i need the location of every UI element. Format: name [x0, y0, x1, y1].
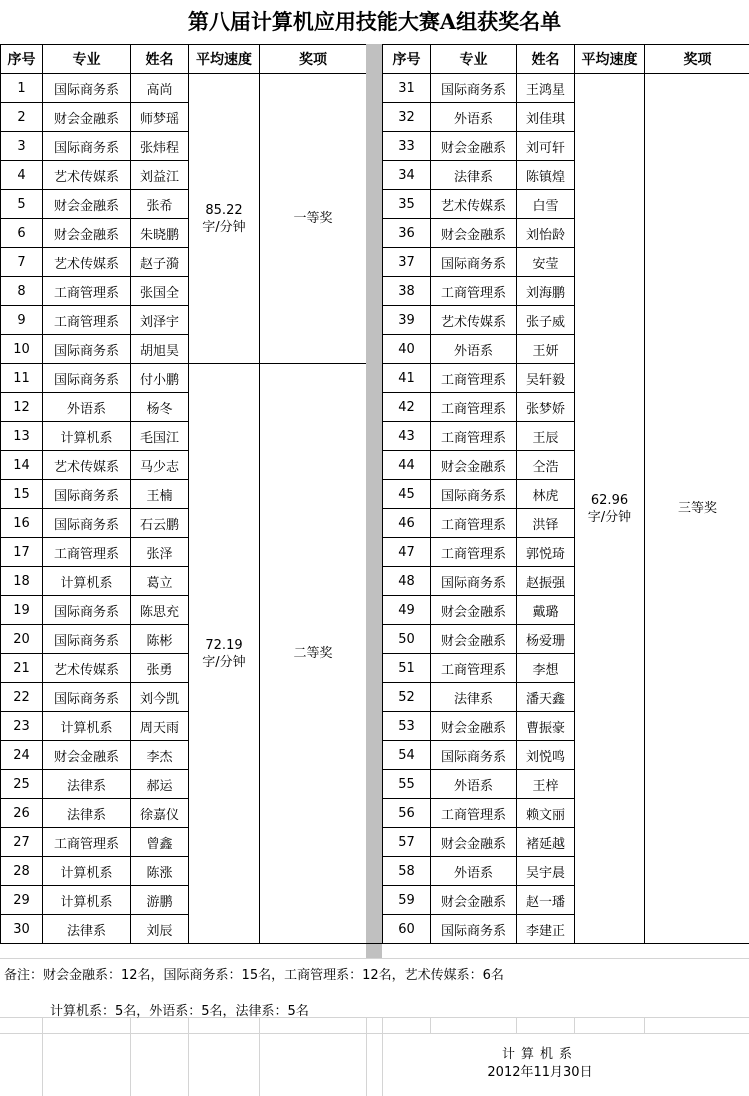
seq-cell: 4 — [1, 161, 43, 190]
seq-cell: 17 — [1, 538, 43, 567]
major-cell: 国际商务系 — [43, 596, 131, 625]
header-award: 奖项 — [260, 45, 367, 74]
name-cell: 张泽 — [131, 538, 189, 567]
award-cell — [260, 364, 367, 944]
speed-cell — [189, 364, 260, 944]
major-cell: 国际商务系 — [43, 625, 131, 654]
name-cell: 褚延越 — [517, 828, 575, 857]
seq-cell: 48 — [383, 567, 431, 596]
name-cell: 李杰 — [131, 741, 189, 770]
name-cell: 王楠 — [131, 480, 189, 509]
name-cell: 马少志 — [131, 451, 189, 480]
table-row — [1, 364, 367, 393]
seq-cell: 26 — [1, 799, 43, 828]
name-cell: 王梓 — [517, 770, 575, 799]
seq-cell: 21 — [1, 654, 43, 683]
seq-cell: 16 — [1, 509, 43, 538]
seq-cell: 19 — [1, 596, 43, 625]
name-cell: 刘可轩 — [517, 132, 575, 161]
name-cell: 刘今凯 — [131, 683, 189, 712]
major-cell: 国际商务系 — [43, 509, 131, 538]
name-cell: 付小鹏 — [131, 364, 189, 393]
header-award: 奖项 — [645, 45, 749, 74]
speed-value: 85.22 — [205, 202, 243, 218]
seq-cell: 23 — [1, 712, 43, 741]
major-cell: 国际商务系 — [43, 335, 131, 364]
seq-cell: 5 — [1, 190, 43, 219]
gridline — [42, 1017, 43, 1096]
seq-cell: 45 — [383, 480, 431, 509]
major-cell: 国际商务系 — [43, 683, 131, 712]
seq-cell: 50 — [383, 625, 431, 654]
name-cell: 安莹 — [517, 248, 575, 277]
seq-cell: 51 — [383, 654, 431, 683]
name-cell: 仝浩 — [517, 451, 575, 480]
seq-cell: 22 — [1, 683, 43, 712]
gridline — [0, 1033, 749, 1034]
major-cell: 财会金融系 — [431, 596, 517, 625]
name-cell: 曾鑫 — [131, 828, 189, 857]
table-row — [383, 74, 749, 103]
name-cell: 洪铎 — [517, 509, 575, 538]
major-cell: 国际商务系 — [431, 74, 517, 103]
major-cell: 艺术传媒系 — [431, 306, 517, 335]
gridline — [382, 1017, 383, 1096]
table-row — [1, 74, 367, 103]
seq-cell: 9 — [1, 306, 43, 335]
major-cell: 外语系 — [43, 393, 131, 422]
major-cell: 计算机系 — [43, 886, 131, 915]
seq-cell: 31 — [383, 74, 431, 103]
major-cell: 财会金融系 — [431, 451, 517, 480]
header-major: 专业 — [431, 45, 517, 74]
name-cell: 赵子漪 — [131, 248, 189, 277]
major-cell: 财会金融系 — [431, 886, 517, 915]
name-cell: 张梦娇 — [517, 393, 575, 422]
major-cell: 工商管理系 — [431, 277, 517, 306]
award-label: 三等奖 — [677, 501, 717, 516]
name-cell: 王辰 — [517, 422, 575, 451]
speed-value: 62.96 — [590, 492, 629, 508]
major-cell: 计算机系 — [43, 567, 131, 596]
seq-cell: 32 — [383, 103, 431, 132]
seq-cell: 49 — [383, 596, 431, 625]
major-cell: 艺术传媒系 — [43, 161, 131, 190]
major-cell: 国际商务系 — [431, 480, 517, 509]
gridline — [366, 1017, 367, 1096]
major-cell: 计算机系 — [43, 857, 131, 886]
seq-cell: 58 — [383, 857, 431, 886]
major-cell: 计算机系 — [43, 422, 131, 451]
seq-cell: 29 — [1, 886, 43, 915]
header-name: 姓名 — [131, 45, 189, 74]
award-label: 二等奖 — [293, 646, 333, 661]
footer-department: 计算机系 — [501, 1047, 578, 1062]
major-cell: 财会金融系 — [43, 190, 131, 219]
seq-cell: 56 — [383, 799, 431, 828]
seq-cell: 11 — [1, 364, 43, 393]
seq-cell: 10 — [1, 335, 43, 364]
seq-cell: 20 — [1, 625, 43, 654]
seq-cell: 55 — [383, 770, 431, 799]
name-cell: 胡旭昊 — [131, 335, 189, 364]
header-speed: 平均速度 — [189, 45, 260, 74]
name-cell: 张子威 — [517, 306, 575, 335]
major-cell: 法律系 — [43, 799, 131, 828]
speed-cell — [189, 74, 260, 364]
major-cell: 财会金融系 — [431, 132, 517, 161]
seq-cell: 18 — [1, 567, 43, 596]
award-label: 一等奖 — [293, 211, 333, 226]
seq-cell: 38 — [383, 277, 431, 306]
major-cell: 工商管理系 — [431, 509, 517, 538]
seq-cell: 54 — [383, 741, 431, 770]
header-row — [1, 45, 367, 74]
major-cell: 工商管理系 — [431, 364, 517, 393]
major-cell: 财会金融系 — [43, 103, 131, 132]
major-cell: 国际商务系 — [43, 74, 131, 103]
seq-cell: 41 — [383, 364, 431, 393]
award-cell — [645, 74, 749, 944]
award-cell — [260, 74, 367, 364]
name-cell: 刘海鹏 — [517, 277, 575, 306]
name-cell: 刘益江 — [131, 161, 189, 190]
seq-cell: 57 — [383, 828, 431, 857]
header-major: 专业 — [43, 45, 131, 74]
seq-cell: 24 — [1, 741, 43, 770]
seq-cell: 7 — [1, 248, 43, 277]
page-title: 第八届计算机应用技能大赛A组获奖名单 — [187, 9, 562, 34]
seq-cell: 1 — [1, 74, 43, 103]
name-cell: 郭悦琦 — [517, 538, 575, 567]
right-award-table — [382, 44, 749, 944]
name-cell: 张国全 — [131, 277, 189, 306]
seq-cell: 37 — [383, 248, 431, 277]
major-cell: 国际商务系 — [431, 915, 517, 944]
name-cell: 刘佳琪 — [517, 103, 575, 132]
header-seq: 序号 — [383, 45, 431, 74]
name-cell: 赖文丽 — [517, 799, 575, 828]
name-cell: 吴宇晨 — [517, 857, 575, 886]
major-cell: 财会金融系 — [431, 828, 517, 857]
name-cell: 林虎 — [517, 480, 575, 509]
seq-cell: 40 — [383, 335, 431, 364]
seq-cell: 46 — [383, 509, 431, 538]
seq-cell: 25 — [1, 770, 43, 799]
name-cell: 毛国江 — [131, 422, 189, 451]
major-cell: 工商管理系 — [431, 654, 517, 683]
name-cell: 曹振豪 — [517, 712, 575, 741]
seq-cell: 60 — [383, 915, 431, 944]
seq-cell: 34 — [383, 161, 431, 190]
major-cell: 法律系 — [43, 915, 131, 944]
major-cell: 财会金融系 — [43, 219, 131, 248]
major-cell: 财会金融系 — [431, 712, 517, 741]
seq-cell: 15 — [1, 480, 43, 509]
speed-unit: 字/分钟 — [587, 509, 632, 525]
gridline — [259, 1017, 260, 1096]
major-cell: 工商管理系 — [431, 538, 517, 567]
header-row — [383, 45, 749, 74]
name-cell: 王妍 — [517, 335, 575, 364]
major-cell: 国际商务系 — [43, 364, 131, 393]
name-cell: 杨冬 — [131, 393, 189, 422]
name-cell: 葛立 — [131, 567, 189, 596]
name-cell: 陈镇煌 — [517, 161, 575, 190]
major-cell: 财会金融系 — [431, 625, 517, 654]
table-divider — [366, 44, 382, 959]
seq-cell: 28 — [1, 857, 43, 886]
name-cell: 张炜程 — [131, 132, 189, 161]
major-cell: 外语系 — [431, 103, 517, 132]
major-cell: 艺术传媒系 — [43, 248, 131, 277]
speed-unit: 字/分钟 — [202, 219, 246, 235]
seq-cell: 35 — [383, 190, 431, 219]
seq-cell: 33 — [383, 132, 431, 161]
major-cell: 工商管理系 — [43, 828, 131, 857]
note-line-1: 备注：财会金融系：12名，国际商务系：15名，工商管理系：12名，艺术传媒系：6名 — [4, 968, 504, 983]
major-cell: 工商管理系 — [43, 306, 131, 335]
name-cell: 潘天鑫 — [517, 683, 575, 712]
name-cell: 陈思充 — [131, 596, 189, 625]
major-cell: 外语系 — [431, 335, 517, 364]
name-cell: 刘悦鸣 — [517, 741, 575, 770]
major-cell: 计算机系 — [43, 712, 131, 741]
name-cell: 高尚 — [131, 74, 189, 103]
major-cell: 艺术传媒系 — [43, 451, 131, 480]
major-cell: 艺术传媒系 — [43, 654, 131, 683]
name-cell: 刘辰 — [131, 915, 189, 944]
seq-cell: 30 — [1, 915, 43, 944]
major-cell: 法律系 — [431, 683, 517, 712]
gridline — [430, 1017, 431, 1033]
seq-cell: 39 — [383, 306, 431, 335]
table-bottom-line — [0, 943, 749, 944]
name-cell: 周天雨 — [131, 712, 189, 741]
major-cell: 工商管理系 — [43, 277, 131, 306]
seq-cell: 36 — [383, 219, 431, 248]
major-cell: 法律系 — [43, 770, 131, 799]
name-cell: 王鸿星 — [517, 74, 575, 103]
major-cell: 工商管理系 — [43, 538, 131, 567]
name-cell: 刘怡龄 — [517, 219, 575, 248]
major-cell: 国际商务系 — [431, 567, 517, 596]
major-cell: 财会金融系 — [431, 219, 517, 248]
name-cell: 赵振强 — [517, 567, 575, 596]
name-cell: 张希 — [131, 190, 189, 219]
seq-cell: 8 — [1, 277, 43, 306]
seq-cell: 2 — [1, 103, 43, 132]
name-cell: 石云鹏 — [131, 509, 189, 538]
name-cell: 李建正 — [517, 915, 575, 944]
header-seq: 序号 — [1, 45, 43, 74]
gridline — [574, 1017, 575, 1033]
note-line-2: 计算机系：5名，外语系：5名，法律系：5名 — [50, 1004, 309, 1019]
name-cell: 戴璐 — [517, 596, 575, 625]
left-award-table — [0, 44, 367, 944]
name-cell: 吴轩毅 — [517, 364, 575, 393]
major-cell: 工商管理系 — [431, 799, 517, 828]
major-cell: 国际商务系 — [43, 132, 131, 161]
speed-value: 72.19 — [205, 637, 243, 653]
name-cell: 游鹏 — [131, 886, 189, 915]
footer-date: 2012年11月30日 — [487, 1065, 593, 1080]
major-cell: 工商管理系 — [431, 422, 517, 451]
major-cell: 国际商务系 — [431, 741, 517, 770]
name-cell: 郝运 — [131, 770, 189, 799]
gridline — [644, 1017, 645, 1033]
major-cell: 外语系 — [431, 770, 517, 799]
name-cell: 陈彬 — [131, 625, 189, 654]
header-name: 姓名 — [517, 45, 575, 74]
name-cell: 杨爱珊 — [517, 625, 575, 654]
name-cell: 白雪 — [517, 190, 575, 219]
name-cell: 张勇 — [131, 654, 189, 683]
name-cell: 刘泽宇 — [131, 306, 189, 335]
speed-cell — [575, 74, 645, 944]
speed-unit: 字/分钟 — [202, 654, 246, 670]
major-cell: 艺术传媒系 — [431, 190, 517, 219]
seq-cell: 44 — [383, 451, 431, 480]
major-cell: 法律系 — [431, 161, 517, 190]
seq-cell: 3 — [1, 132, 43, 161]
seq-cell: 59 — [383, 886, 431, 915]
name-cell: 陈涨 — [131, 857, 189, 886]
major-cell: 外语系 — [431, 857, 517, 886]
major-cell: 工商管理系 — [431, 393, 517, 422]
gridline — [188, 1017, 189, 1096]
seq-cell: 52 — [383, 683, 431, 712]
name-cell: 李想 — [517, 654, 575, 683]
seq-cell: 47 — [383, 538, 431, 567]
seq-cell: 13 — [1, 422, 43, 451]
seq-cell: 12 — [1, 393, 43, 422]
seq-cell: 27 — [1, 828, 43, 857]
name-cell: 朱晓鹏 — [131, 219, 189, 248]
gridline — [130, 1017, 131, 1096]
name-cell: 师梦瑶 — [131, 103, 189, 132]
seq-cell: 42 — [383, 393, 431, 422]
major-cell: 国际商务系 — [43, 480, 131, 509]
header-speed: 平均速度 — [575, 45, 645, 74]
name-cell: 赵一璠 — [517, 886, 575, 915]
gridline — [516, 1017, 517, 1033]
seq-cell: 14 — [1, 451, 43, 480]
seq-cell: 53 — [383, 712, 431, 741]
seq-cell: 6 — [1, 219, 43, 248]
name-cell: 徐嘉仪 — [131, 799, 189, 828]
seq-cell: 43 — [383, 422, 431, 451]
major-cell: 财会金融系 — [43, 741, 131, 770]
gridline — [0, 958, 749, 959]
major-cell: 国际商务系 — [431, 248, 517, 277]
